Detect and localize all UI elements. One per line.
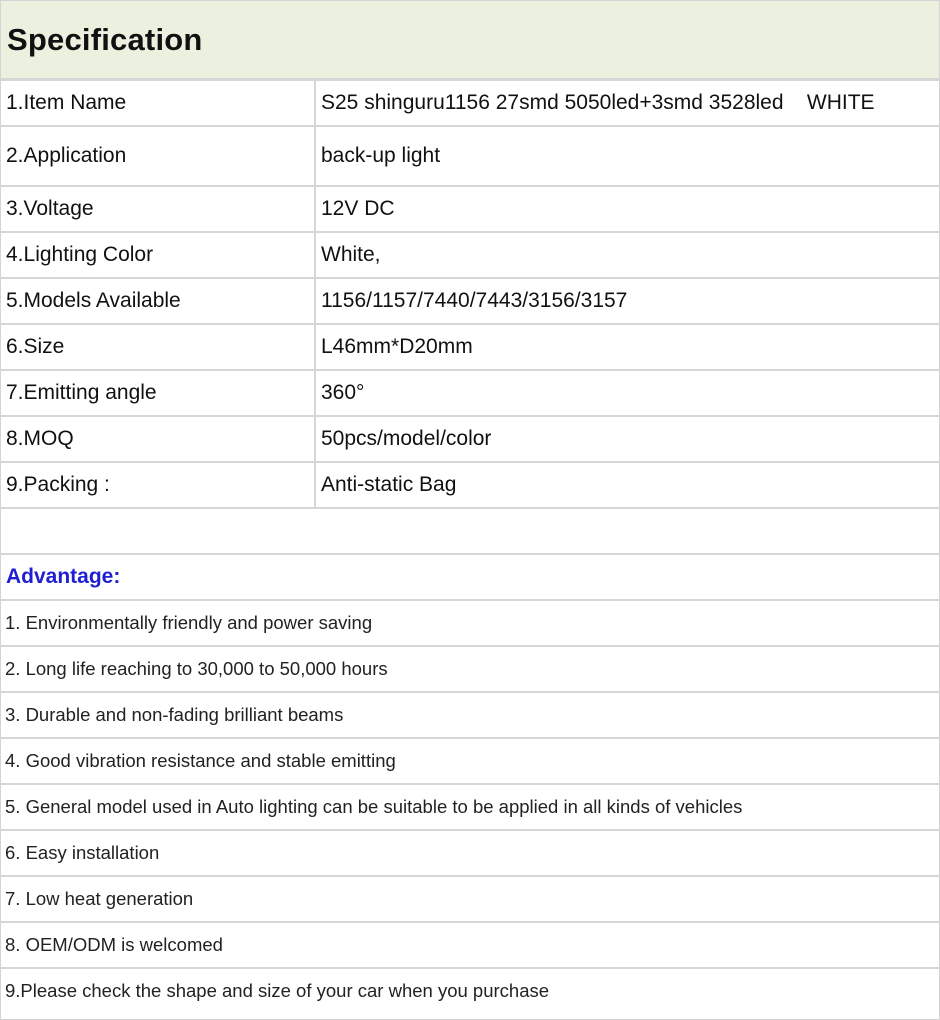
spec-value: Anti-static Bag xyxy=(315,462,939,508)
advantage-item: 5. General model used in Auto lighting can be suitable to be applied in all kinds of vehicles xyxy=(1,785,939,831)
spec-label: 9.Packing : xyxy=(1,462,315,508)
advantage-item: 2. Long life reaching to 30,000 to 50,000 hours xyxy=(1,647,939,693)
spec-label: 2.Application xyxy=(1,126,315,186)
advantage-item: 7. Low heat generation xyxy=(1,877,939,923)
spec-label: 6.Size xyxy=(1,324,315,370)
spec-label: 3.Voltage xyxy=(1,186,315,232)
spec-value: White, xyxy=(315,232,939,278)
spec-row xyxy=(1,232,939,278)
spec-value: 360° xyxy=(315,370,939,416)
advantage-list xyxy=(1,601,939,1013)
spec-label: 1.Item Name xyxy=(1,81,315,126)
spec-row xyxy=(1,462,939,508)
spec-row xyxy=(1,370,939,416)
spec-row xyxy=(1,416,939,462)
spacer-row xyxy=(1,509,939,555)
spec-label: 7.Emitting angle xyxy=(1,370,315,416)
spec-value: L46mm*D20mm xyxy=(315,324,939,370)
spec-label: 5.Models Available xyxy=(1,278,315,324)
spec-value: 1156/1157/7440/7443/3156/3157 xyxy=(315,278,939,324)
spec-value: 50pcs/model/color xyxy=(315,416,939,462)
spec-label: 8.MOQ xyxy=(1,416,315,462)
spec-value: 12V DC xyxy=(315,186,939,232)
spec-label: 4.Lighting Color xyxy=(1,232,315,278)
spec-value: back-up light xyxy=(315,126,939,186)
spec-row xyxy=(1,81,939,126)
spec-table xyxy=(1,81,939,509)
advantage-item: 8. OEM/ODM is welcomed xyxy=(1,923,939,969)
spec-row xyxy=(1,324,939,370)
spec-value: S25 shinguru1156 27smd 5050led+3smd 3528led WHITE xyxy=(315,81,939,126)
advantage-item: 3. Durable and non-fading brilliant beams xyxy=(1,693,939,739)
advantage-item: 6. Easy installation xyxy=(1,831,939,877)
header-bar xyxy=(1,1,939,81)
spec-row xyxy=(1,278,939,324)
advantage-item: 1. Environmentally friendly and power saving xyxy=(1,601,939,647)
advantage-item: 9.Please check the shape and size of your car when you purchase xyxy=(5,980,550,1001)
page-title: Specification xyxy=(7,21,203,57)
advantage-item: 4. Good vibration resistance and stable emitting xyxy=(1,739,939,785)
spec-row xyxy=(1,126,939,186)
spec-row xyxy=(1,186,939,232)
advantage-heading: Advantage: xyxy=(1,555,939,601)
